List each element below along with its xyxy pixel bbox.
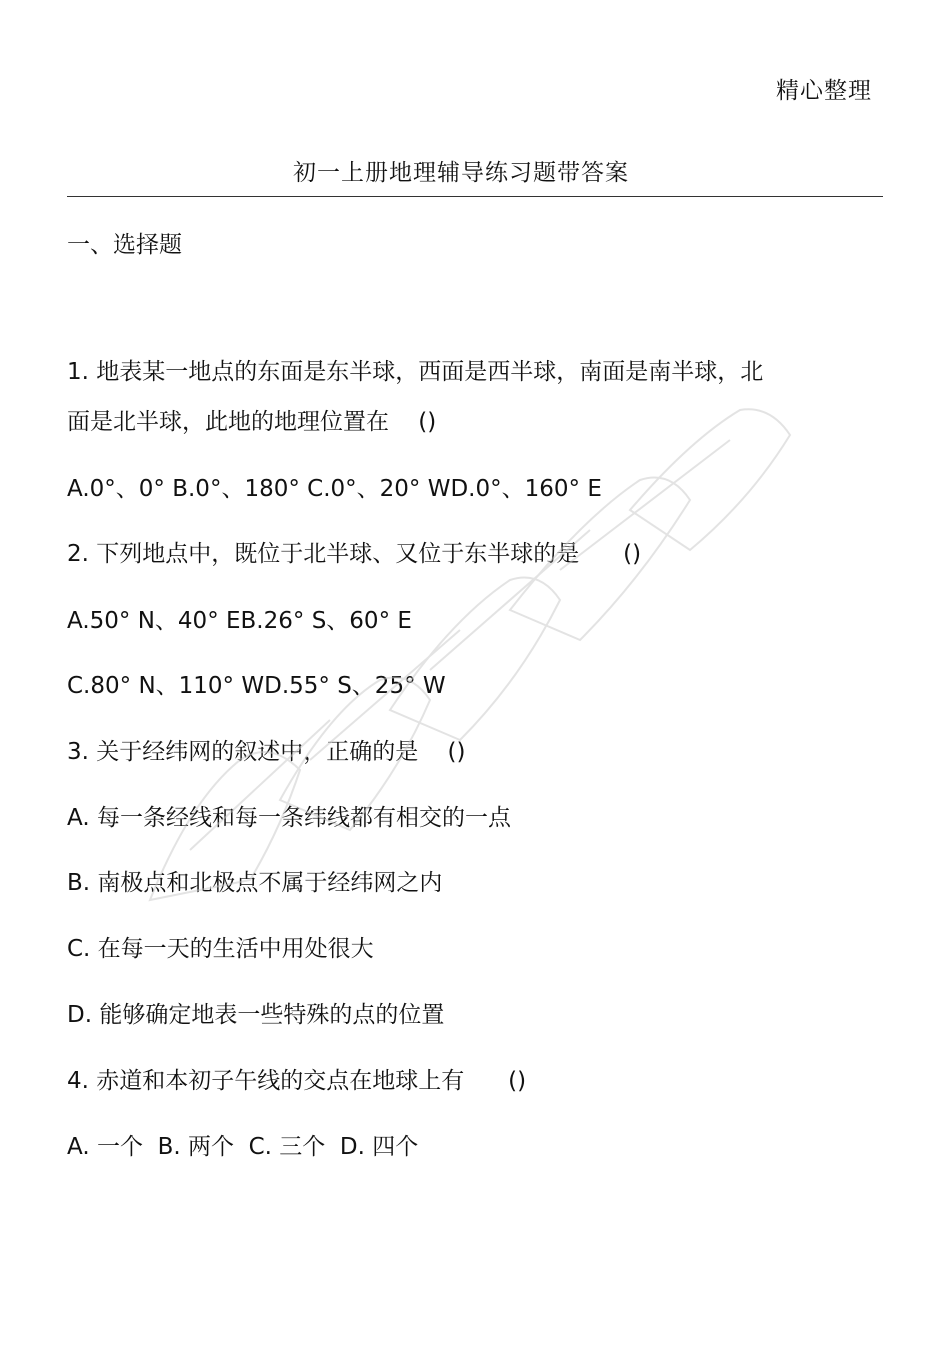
question-4-stem: 4. 赤道和本初子午线的交点在地球上有 () (67, 1068, 527, 1094)
question-2-options-ab: A.50° N、40° EB.26° S、60° E (67, 608, 412, 634)
question-1-line-2: 面是北半球，此地的地理位置在 () (67, 409, 437, 435)
question-3-option-a: A. 每一条经线和每一条纬线都有相交的一点 (67, 805, 511, 831)
header-note: 精心整理 (776, 78, 872, 104)
question-1-line-1: 1. 地表某一地点的东面是东半球，西面是西半球，南面是南半球，北 (67, 359, 764, 385)
question-2-options-cd: C.80° N、110° WD.55° S、25° W (67, 673, 446, 699)
section-heading: 一、选择题 (67, 232, 182, 258)
question-3-option-b: B. 南极点和北极点不属于经纬网之内 (67, 870, 443, 896)
question-3-stem: 3. 关于经纬网的叙述中，正确的是 () (67, 739, 466, 765)
question-3-option-d: D. 能够确定地表一些特殊的点的位置 (67, 1002, 445, 1028)
watermark-graphic (130, 380, 810, 940)
question-2-stem: 2. 下列地点中，既位于北半球、又位于东半球的是 () (67, 541, 642, 567)
question-4-options: A. 一个 B. 两个 C. 三个 D. 四个 (67, 1134, 419, 1160)
question-3-option-c: C. 在每一天的生活中用处很大 (67, 936, 374, 962)
document-title: 初一上册地理辅导练习题带答案 (293, 160, 629, 186)
title-divider (67, 196, 883, 197)
question-1-options: A.0°、0° B.0°、180° C.0°、20° WD.0°、160° E (67, 476, 602, 502)
